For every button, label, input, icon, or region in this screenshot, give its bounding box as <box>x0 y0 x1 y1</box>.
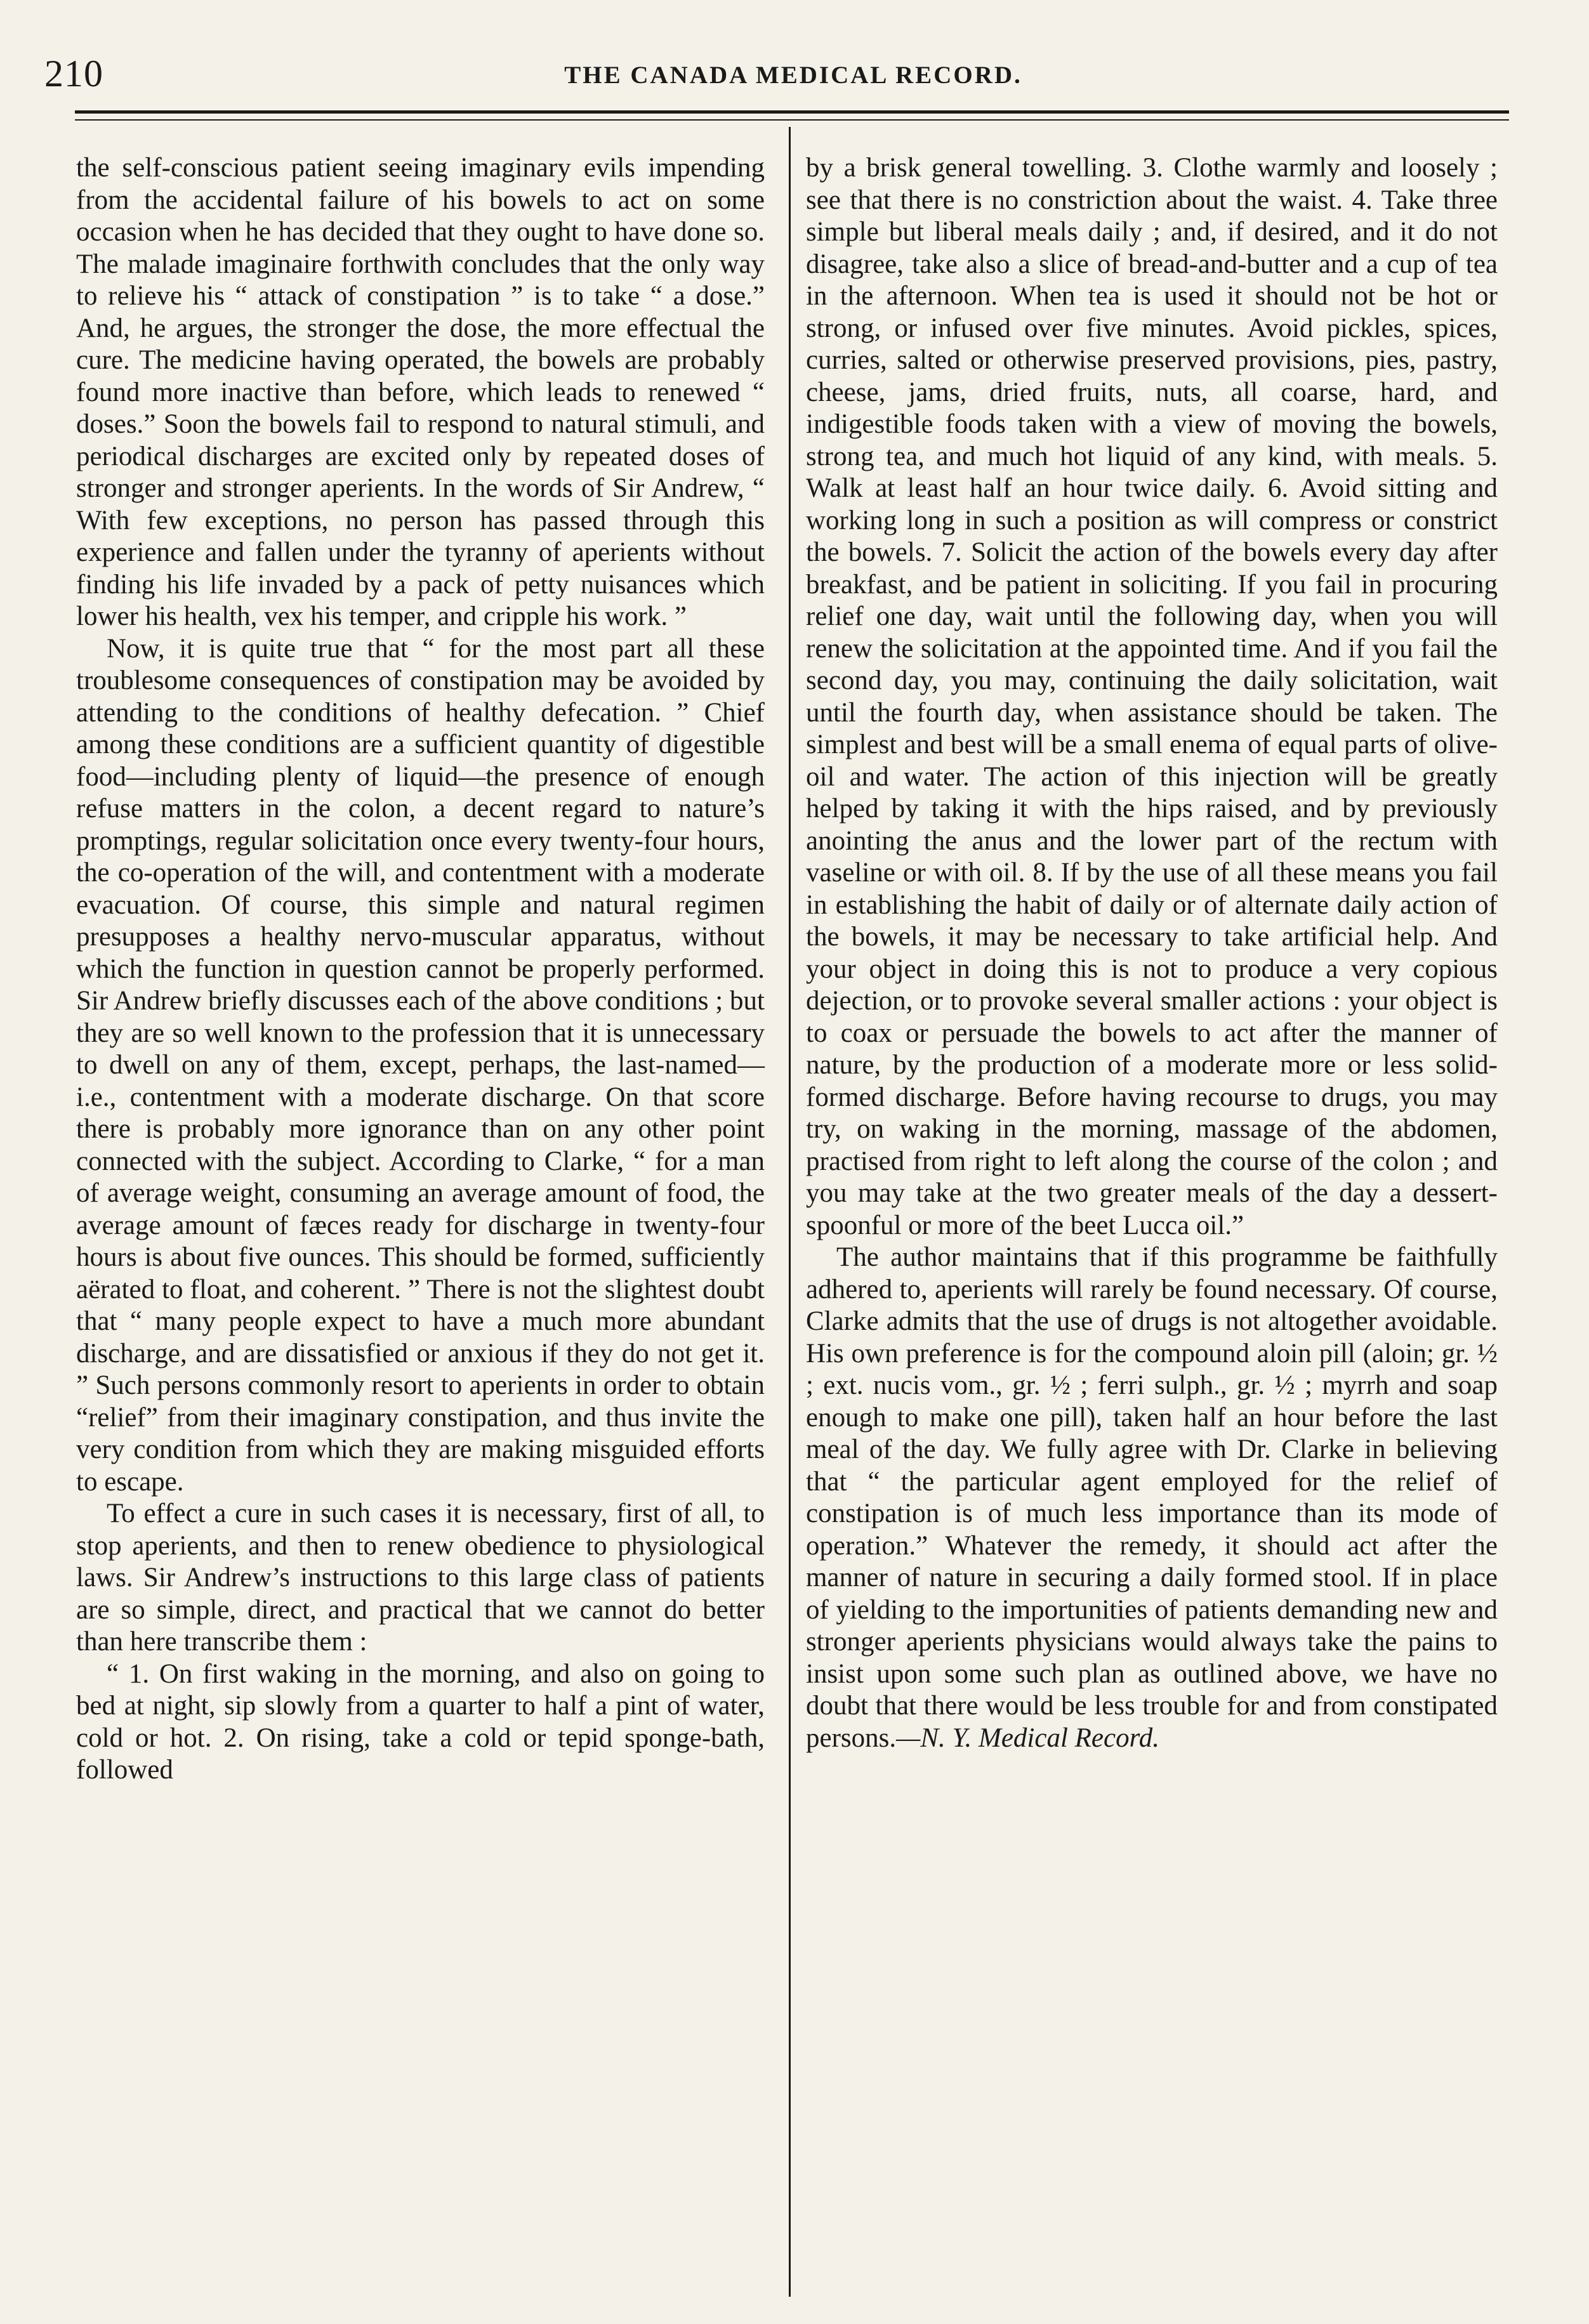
right-paragraph-2 <box>806 1242 1498 1754</box>
left-paragraph-3: To effect a cure in such cases it is necessary, first of all, to stop aperients, and then to renew obedience to physiological laws. Sir Andrew’s instructions to this large class of patients are so simple, direct, and practical that we cannot do better than here transcribe them : <box>76 1499 765 1657</box>
page-header <box>38 52 1548 103</box>
left-paragraph-1: the self-conscious patient seeing imaginary evils impending from the accidental failure of his bowels to act on some occasion when he has decided that they ought to have done so. The malade imaginaire forthwith concludes that the only way to relieve his “ attack of constipation ” is to take “ a dose.” And, he argues, the stronger the dose, the more effectual the cure. The medicine having operated, the bowels are probably found more inactive than before, which leads to renewed “ doses.” Soon the bowels fail to respond to natural stimuli, and periodical discharges are excited only by repeated doses of stronger and stronger aperients. In the words of Sir Andrew, “ With few exceptions, no person has passed through this experience and fallen under the tyranny of aperients without finding his life invaded by a pack of petty nuisances which lower his health, vex his temper, and cripple his work. ” <box>76 153 765 631</box>
header-rule-thick <box>75 110 1509 114</box>
page-number: 210 <box>44 53 103 95</box>
column-divider <box>789 127 791 2297</box>
header-rule-thin <box>75 119 1509 121</box>
left-paragraph-2: Now, it is quite true that “ for the most part all these troublesome consequences of constipation may be avoided by attending to the conditions of healthy defecation. ” Chief among these conditions are a sufficient quantity of digestible food—including plenty of liquid—the presence of enough refuse matters in the colon, a decent regard to nature’s promptings, regular solicitation once every twenty-four hours, the co-operation of the will, and contentment with a moderate evacuation. Of course, this simple and natural regimen presupposes a healthy nervo-muscular apparatus, without which the function in question cannot be properly performed. Sir Andrew briefly discusses each of the above conditions ; but they are so well known to the profession that it is unnecessary to dwell on any of them, except, perhaps, the last-named— i.e., contentment with a moderate discharge. On that score there is probably more ignorance than on any other point connected with the subject. According to Clarke, “ for a man of average weight, consuming an average amount of food, the average amount of fæces ready for discharge in twenty-four hours is about five ounces. This should be formed, sufficiently aërated to float, and coherent. ” There is not the slightest doubt that “ many people expect to have a much more abundant discharge, and are dissatisfied or anxious if they do not get it. ” Such persons commonly resort to aperients in order to obtain “relief” from their imaginary constipation, and thus invite the very condition from which they are making misguided efforts to escape. <box>76 633 765 1497</box>
right-paragraph-1: by a brisk general towelling. 3. Clothe warmly and loosely ; see that there is no constriction about the waist. 4. Take three simple but liberal meals daily ; and, if desired, and it do not disagree, take also a slice of bread-and-butter and a cup of tea in the afternoon. When tea is used it should not be hot or strong, or infused over five minutes. Avoid pickles, spices, curries, salted or otherwise preserved provisions, pies, pastry, cheese, jams, dried fruits, nuts, all coarse, hard, and indigestible foods taken with a view of moving the bowels, strong tea, and much hot liquid of any kind, with meals. 5. Walk at least half an hour twice daily. 6. Avoid sitting and working long in such a position as will compress or constrict the bowels. 7. Solicit the action of the bowels every day after breakfast, and be patient in soliciting. If you fail in procuring relief one day, wait until the following day, when you will renew the solicitation at the appointed time. And if you fail the second day, you may, continuing the daily solicitation, wait until the fourth day, when assistance should be taken. The simplest and best will be a small enema of equal parts of olive-oil and water. The action of this injection will be greatly helped by taking it with the hips raised, and by previously anointing the anus and the lower part of the rectum with vaseline or with oil. 8. If by the use of all these means you fail in establishing the habit of daily or of alternate daily action of the bowels, it may be necessary to take artificial help. And your object in doing this is not to produce a very copious dejection, or to provoke several smaller actions : your object is to coax or persuade the bowels to act after the manner of nature, by the production of a moderate more or less solid-formed discharge. Before having recourse to drugs, you may try, on waking in the morning, massage of the abdomen, practised from right to left along the course of the colon ; and you may take at the two greater meals of the day a dessert-spoonful or more of the beet Lucca oil.” <box>806 153 1498 1240</box>
left-paragraph-4: “ 1. On first waking in the morning, and also on going to bed at night, sip slowly from a quarter to half a pint of water, cold or hot. 2. On rising, take a cold or tepid sponge-bath, followed <box>76 1658 765 1785</box>
right-paragraph-2-text: The author maintains that if this programme be faithfully adhered to, aperients will rarely be found necessary. Of course, Clarke admits that the use of drugs is not altogether avoidable. His own preference is for the compound aloin pill (aloin; gr. ½ ; ext. nucis vom., gr. ½ ; ferri sulph., gr. ½ ; myrrh and soap enough to make one pill), taken half an hour before the last meal of the day. We fully agree with Dr. Clarke in believing that “ the particular agent employed for the relief of constipation is of much less importance than its mode of operation.” Whatever the remedy, it should act after the manner of nature in securing a daily formed stool. If in place of yielding to the importunities of patients demanding new and stronger aperients physicians would always take the pains to insist upon some such plan as outlined above, we have no doubt that there would be less trouble for and from constipated persons. <box>806 1242 1498 1753</box>
right-column <box>806 152 1498 2297</box>
source-citation: —N. Y. Medical Record. <box>896 1723 1159 1753</box>
left-column <box>76 152 765 2297</box>
running-title: THE CANADA MEDICAL RECORD. <box>564 62 1022 89</box>
